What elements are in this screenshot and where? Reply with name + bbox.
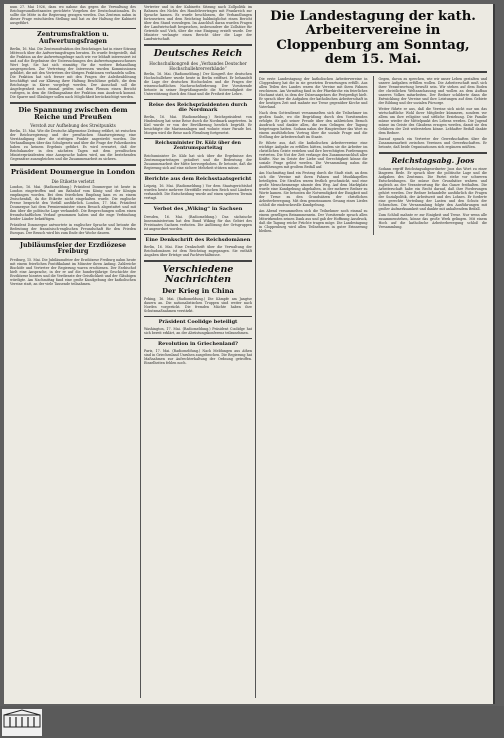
article-headline: Verschiedene Nachrichten <box>162 263 234 285</box>
column-rule <box>255 10 256 698</box>
building-icon <box>2 709 42 729</box>
article-body: Berlin, 16. Mai. Eine Denkschrift über die Verwaltung der Reichsdomänen ist dem Reichstag zugegangen. Sie enthält Angaben über Erträge und Pachtverhältnisse. <box>144 244 252 257</box>
scan-footer <box>0 706 504 738</box>
divider <box>10 102 136 104</box>
divider <box>379 152 488 154</box>
divider <box>144 203 252 204</box>
article-body: num 27. Mai 1926, dazu wo nahme das gegen die Verwaltung des Reichsgesundheitsamtes gerichtete Vorgehen der Deutschnationalen. Es sollte die Mitte in die Regierung gezogen werden. Das Zentrum nahm in dieser Frage entschieden Stellung und hat zu der Haltung der Kabinett ausgeführt. <box>10 5 136 25</box>
divider <box>144 338 252 339</box>
article-body: Washington, 17. Mai. (Radiomeldung.) Präsident Coolidge hat sich bereit erklärt, an der Abrüstungskonferenz teilzunehmen. <box>144 327 252 336</box>
article-subheadline: Verstoß zur Aufhebung des Streitpunkts <box>30 123 116 129</box>
article-body: Er führte aus, daß die katholischen Arbeitervereine eine wichtige Aufgabe zu erfüllen hätten, indem sie die Arbeiter im christlichen Geiste erziehen und ihre berechtigten Forderungen vertreten. Die Not der Zeit verlange den Zusammenschluß aller Kräfte. Nur im Geiste der Liebe und Gerechtigkeit könne die soziale Frage gelöst werden. Die Versammlung nahm die Ausführungen mit großem Beifall auf. <box>259 141 368 169</box>
feature-column <box>379 76 488 235</box>
column-left <box>10 4 136 704</box>
divider <box>144 44 252 46</box>
article-headline: Berichte aus dem Reichsstaatsgericht <box>144 176 252 183</box>
article-headline: Die Spannung zwischen dem Reiche und Preußen <box>18 106 128 122</box>
divider <box>10 238 136 240</box>
feature-column <box>259 76 368 235</box>
column-right <box>259 4 487 704</box>
article-body: Dresden, 16. Mai. (Radiomeldung.) Das sächsische Innenministerium hat den Bund Wiking für das Gebiet des Freistaates Sachsen verboten. Die Auflösung der Ortsgruppen ist angeordnet worden. <box>144 214 252 231</box>
divider <box>259 71 487 73</box>
article-body: London, 16. Mai. (Radiomeldung.) Präsident Doumergue ist heute in London eingetroffen und am Bahnhof vom König und der Königin empfangen worden. Bei dem feierlichen Empfang kam es zu einem Zwischenfall, da die Etikette nicht eingehalten wurde. Die englische Presse bespricht den Vorfall ausführlich. London, 17. Mai. Präsident Doumergue hat dem Premierminister einen Besuch abgestattet und mit ihm über die politische Lage verhandelt. Die Besprechungen sollen einen freundschaftlichen Verlauf genommen haben und die enge Verbindung beider Länder bekräftigen. <box>10 184 136 221</box>
article-headline: Deutsches Reich <box>153 48 243 59</box>
article-body: Reichsminister Dr. Külz hat sich über die Ergebnisse des Zentrumsparteitages geäußert und die Bedeutung der Zusammenarbeit der Mitte hervorgehoben. Er betonte, daß die Regierung sich auf eine sichere Mehrheit stützen müsse. <box>144 154 252 171</box>
newspaper-page <box>4 4 493 704</box>
feature-headline: Die Landestagung der kath. Arbeitervereine in Cloppenburg am Sonntag, dem 15. Mai. <box>270 9 476 67</box>
article-headline: Reichstagsabg. Joos <box>391 156 475 165</box>
feature-body <box>259 76 487 235</box>
article-body: Zum Schluß mahnte er zur Einigkeit und Treue. Nur wenn alle zusammenstehen, könne das große Werk gelingen. Mit einem Hoch auf die katholische Arbeiterbewegung schloß die Versammlung. <box>378 212 487 229</box>
article-body: Weiter führte er aus, daß die Vereine sich nicht nur um das wirtschaftliche Wohl ihrer Mitglieder kümmern, sondern vor allem um ihre religiöse und sittliche Erziehung. Die Familie müsse wieder der Mittelpunkt des Lebens werden. Die Jugend müsse im Geiste des Glaubens erzogen werden, damit sie den Gefahren der Zeit widerstehen könne. Lebhafter Beifall dankte dem Redner. <box>378 107 487 135</box>
article-body: Die erste Landestagung der katholischen Arbeitervereine in Cloppenburg hat die in sie gesetzten Erwartungen erfüllt. Aus allen Teilen des Landes waren die Vereine mit ihren Fahnen erschienen. Am Vormittag fand in der Pfarrkirche ein feierliches Hochamt statt, in dem der Diözesanpräses die Festpredigt hielt. Er sprach über die Aufgaben der katholischen Arbeiterschaft in der heutigen Zeit und mahnte zur Treue gegenüber Kirche und Vaterland. <box>259 77 368 109</box>
article-body: Leipzig, 16. Mai. (Radiomeldung.) Vor dem Staatsgerichtshof wurden heute mehrere Streitfälle zwischen Reich und Ländern verhandelt. Die Entscheidung wurde auf einen späteren Termin vertagt. <box>144 184 252 201</box>
library-logo <box>2 709 42 736</box>
article-headline: Jubiläumsfeier der Erzdiözese Freiburg <box>20 241 126 256</box>
divider <box>144 260 252 262</box>
article-headline: Verbot des „Wiking“ in Sachsen <box>153 206 243 213</box>
article-headline: Der Krieg in China <box>162 286 234 295</box>
divider <box>144 99 252 100</box>
article-headline: Reichsminister Dr. Külz über den Zentrumsparteitag <box>155 141 241 152</box>
article-body: Berlin, 15. Mai. Wie die Deutsche Allgemeine Zeitung erfährt, ist zwischen der Reichsregierung und der preußischen Staatsregierung eine Verständigung über die strittigen Punkte angestrebt worden. Die Verhandlungen über das Schulgesetz und über die Frage der Polizeikosten haben zu keinem Ergebnis geführt. Es wird erwartet, daß der Reichskanzler in den nächsten Tagen mit dem preußischen Ministerpräsidenten eine Aussprache haben wird, um die bestehenden Gegensätze auszugleichen und die Zusammenarbeit zu sichern. <box>10 129 136 162</box>
article-subheadline: Hochschulkongreß des „Verbandes Deutscher Hochschullehrerverbände“ <box>149 60 247 71</box>
article-body: Berlin, 16. Mai. (Radiomeldung.) Der Kongreß der deutschen Hochschullehrer wurde heute in Berlin eröffnet. Er behandelt die Lage der deutschen Hochschulen und die Fragen der wissenschaftlichen Nachwuchsförderung. Der Vorsitzende betonte in seiner Begrüßungsrede die Notwendigkeit der Unterstützung durch den Staat und die Freiheit der Lehre. <box>144 71 252 96</box>
article-body: Peking, 16. Mai. (Radiomeldung.) Die Kämpfe am Jangtse dauern an. Die nationalistischen Truppen sind weiter nach Norden vorgerückt. Die fremden Mächte haben ihre Schutzmaßnahmen verstärkt. <box>144 296 252 313</box>
divider <box>144 234 252 235</box>
article-headline: Eine Denkschrift des Reichsdomänen <box>145 236 251 243</box>
article-headline: Präsident Doumergue in London <box>10 168 136 177</box>
article-body: Am Abend versammelten sich die Teilnehmer noch einmal zu einem geselligen Beisammensein. Der Vorsitzende sprach allen Mitwirkenden seinen Dank aus und gab der Hoffnung Ausdruck, daß die Tagung reiche Früchte tragen möge. Die Landestagung in Cloppenburg wird allen Teilnehmern in guter Erinnerung bleiben. <box>259 209 368 233</box>
article-body: Berlin, 16. Mai. Die Zentrumsfraktion des Reichstages hat in einer Sitzung Mittwoch über die Aufwertungsfragen beraten. Es wurde festgestellt, daß die Fraktion an der Aufwertungsfrage nach wie vor lebhaft interessiert ist und auf die Ergebnisse der Untersuchungen des Aufwertungsausschusses Wert legt. Sie hat sich einmütig für die weitere Behandlung ausgesprochen. Zur Vertretung der Interessen wurden Kommissionen gebildet, die mit den Vertretern der übrigen Fraktionen verhandeln sollen. Die Fraktion hat sich ferner mit den Fragen der Anleiheablösung beschäftigt und zur Klärung ihrer Haltung Beschlüsse gefaßt, die dem Reichstage in Kürze vorgelegt werden. Der Ausschuß soll die Angelegenheit noch einmal prüfen und dem Plenum einen Bericht vorlegen, in dem die Stellungnahme der Fraktion zum Ausdruck kommt. Die Sparer und Gläubiger sollen nach Möglichkeit berücksichtigt werden. <box>10 47 136 100</box>
article-body: Präsident Doumergue antwortete in englischer Sprache und betonte die Bedeutung der französisch-englischen Freundschaft für den Frieden Europas. Der Besuch wird bis zum Ende der Woche dauern. <box>10 222 136 235</box>
article-body: Sodann ergriff Reichstagsabgeordneter Joos das Wort zu einer längeren Rede. Er sprach über die politische Lage und die Aufgaben des Zentrums. Die Partei stehe vor schweren Entscheidungen. Sie müsse ihre Grundsätze wahren und zugleich an der Verantwortung für das Ganze festhalten. Die Arbeiterschaft habe ein Recht darauf, daß ihre Forderungen gehört werden. Der Redner behandelte ausführlich die Fragen der Sozialpolitik, der Arbeitszeit und des Lohnes. Er forderte eine gerechte Verteilung der Lasten und den Schutz der Schwachen. Die Versammlung folgte den Ausführungen mit großer Aufmerksamkeit und dankte mit anhaltendem Beifall. <box>378 166 487 211</box>
article-body: Freiburg, 15. Mai. Die Jubiläumsfeier der Erzdiözese Freiburg nahm heute mit einem feierlichen Pontifikalamt im Münster ihren Anfang. Zahlreiche Bischöfe und Vertreter der Regierung waren erschienen. Der Erzbischof hielt eine Ansprache, in der er auf die hundertjährige Geschichte der Erzdiözese hinwies und die Verdienste der Geistlichkeit und der Gläubigen würdigte. Am Nachmittag fand eine große Kundgebung der katholischen Vereine statt, an der viele Tausende teilnahmen. <box>10 257 136 286</box>
article-subheadline: Die Etikette verletzt <box>51 178 95 184</box>
column-middle <box>144 4 252 704</box>
column-rule <box>373 76 374 235</box>
article-headline: Reise des Reichspräsidenten durch die Nordmark <box>148 101 248 114</box>
divider <box>10 164 136 166</box>
article-headline: Zentrumsfraktion u. Aufwertungsfragen <box>37 31 109 45</box>
article-body: Paris, 17. Mai. (Radiomeldung.) Nach Meldungen aus Athen sind in Griechenland Unruhen ausgebrochen. Die Regierung hat Maßnahmen zur Aufrechterhaltung der Ordnung getroffen. Einzelheiten fehlen noch. <box>144 349 252 366</box>
article-body: Darauf sprach ein Vertreter der Gewerkschaften über die Zusammenarbeit zwischen Vereinen und Gewerkschaften. Er betonte, daß beide Organisationen sich ergänzen müßten. <box>378 137 487 149</box>
article-body: Nach dem Gottesdienst versammelten sich die Teilnehmer im großen Saale, wo die Begrüßung durch den Vorsitzenden erfolgte. Er gab seiner Freude über den zahlreichen Besuch Ausdruck und dankte allen, die zum Gelingen der Tagung beigetragen hatten. Sodann nahm der Hauptredner das Wort zu einem ausführlichen Vortrag über die soziale Frage und die Stellung der Arbeiterschaft im Staate. <box>259 111 368 139</box>
article-headline: Präsident Coolidge beteiligt <box>158 318 238 325</box>
divider <box>10 28 136 29</box>
divider <box>144 138 252 139</box>
article-body: Vertreter und in der Kabinetts Sitzung nach Zollpolitik im Rahmen des Nichts des Handelsvertrages mit Frankreich zur Sprache kamen. Es wurde beschlossen, die Verhandlungen fortzusetzen und dem Reichstag baldmöglichst einen Bericht über den Stand vorzulegen. Im Anschluß daran wurden Fragen der Landwirtschaft besprochen, insbesondere die Zollsätze für Getreide und Vieh, über die eine Einigung erzielt wurde. Der Minister verlangte einen Bericht über die Lage der Landwirtschaft. <box>144 5 252 41</box>
article-body: Berlin, 16. Mai. (Radiomeldung.) Reichspräsident von Hindenburg hat seine Reise durch die Nordmark angetreten. In Kiel wurde er von der Bevölkerung herzlich begrüßt. Er besichtigte die Marineanlagen und wohnte einer Parade bei. Morgen wird die Reise nach Flensburg fortgesetzt. <box>144 115 252 136</box>
column-rule <box>140 10 141 698</box>
divider <box>144 173 252 174</box>
divider <box>144 316 252 317</box>
article-body: Am Nachmittag fand ein Festzug durch die Stadt statt, an dem sich die Vereine mit ihren Fahnen und Musikkapellen beteiligten. Die Straßen waren festlich geschmückt, und eine große Menschenmenge säumte den Weg. Auf dem Marktplatz wurde eine Kundgebung abgehalten, in der mehrere Redner zu Worte kamen. Sie betonten die Notwendigkeit der Einigkeit und der Treue zu den Grundsätzen der christlichen Arbeiterbewegung. Mit dem gemeinsamen Gesang eines Liedes schloß die eindrucksvolle Kundgebung. <box>259 171 368 207</box>
article-body: Gegen, davon zu sprechen, wie wir unser Leben gestalten und unsere Aufgaben erfüllen wollen. Die Arbeiterschaft muß sich ihrer Verantwortung bewußt sein. Wir stehen auf dem Boden der christlichen Weltanschauung und wollen an dem Aufbau unseres Volkes mitarbeiten. Der Redner schilderte dann die Entwicklung der Vereine und ihre Leistungen auf dem Gebiete der Bildung und der sozialen Fürsorge. <box>378 77 487 105</box>
article-headline: Revolution in Griechenland? <box>158 341 238 348</box>
